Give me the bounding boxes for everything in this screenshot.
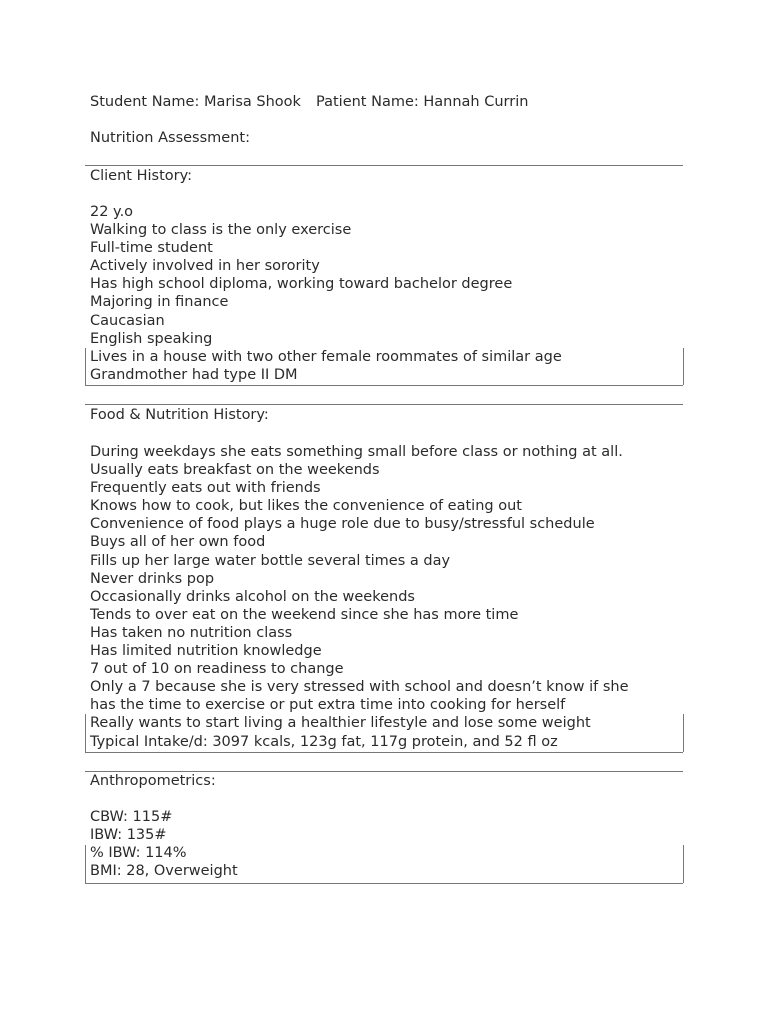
student-name: Student Name: Marisa Shook [90, 94, 301, 110]
food-history-title: Food & Nutrition History: [90, 407, 269, 423]
list-item: English speaking [90, 330, 213, 347]
box-bottom-border [85, 385, 683, 386]
list-item: Fills up her large water bottle several times a day [90, 552, 451, 569]
list-item: Has limited nutrition knowledge [90, 643, 322, 660]
list-item: Frequently eats out with friends [90, 480, 321, 497]
list-item: Only a 7 because she is very stressed with school and doesn’t know if she [90, 679, 629, 696]
box-left-border [85, 348, 86, 385]
list-item: Typical Intake/d: 3097 kcals, 123g fat, 117g protein, and 52 fl oz [90, 733, 558, 750]
list-item: Walking to class is the only exercise [90, 222, 352, 239]
patient-name: Patient Name: Hannah Currin [316, 94, 529, 110]
list-item: Grandmother had type II DM [90, 366, 298, 383]
list-item: Majoring in finance [90, 294, 229, 311]
list-item: has the time to exercise or put extra time into cooking for herself [90, 697, 566, 714]
list-item: During weekdays she eats something small before class or nothing at all. [90, 444, 623, 460]
list-item: Occasionally drinks alcohol on the weekends [90, 588, 415, 605]
list-item: Knows how to cook, but likes the convenience of eating out [90, 498, 522, 515]
box-left-border [85, 714, 86, 752]
list-item: Lives in a house with two other female roommates of similar age [90, 348, 562, 365]
list-item: Caucasian [90, 312, 165, 329]
box-bottom-border [85, 883, 683, 884]
list-item: % IBW: 114% [90, 845, 187, 862]
anthropometrics-list [90, 808, 238, 880]
list-item: Usually eats breakfast on the weekends [90, 462, 380, 479]
food-history-list [90, 443, 629, 751]
box-bottom-border [85, 752, 683, 753]
box-right-border [683, 714, 684, 752]
list-item: Has high school diploma, working toward bachelor degree [90, 276, 513, 293]
list-item: Actively involved in her sorority [90, 258, 320, 275]
list-item: Really wants to start living a healthier lifestyle and lose some weight [90, 715, 591, 732]
anthropometrics-title: Anthropometrics: [90, 773, 216, 789]
section-divider [85, 404, 683, 405]
client-history-list [90, 203, 562, 384]
list-item: Never drinks pop [90, 570, 215, 587]
list-item: CBW: 115# [90, 809, 173, 825]
list-item: Convenience of food plays a huge role due to busy/stressful schedule [90, 516, 595, 533]
list-item: 7 out of 10 on readiness to change [90, 661, 344, 678]
section-divider [85, 165, 683, 166]
box-left-border [85, 845, 86, 883]
box-right-border [683, 348, 684, 385]
list-item: 22 y.o [90, 204, 134, 220]
list-item: BMI: 28, Overweight [90, 863, 238, 880]
assessment-title: Nutrition Assessment: [90, 130, 250, 146]
list-item: Tends to over eat on the weekend since she has more time [90, 606, 519, 623]
list-item: Has taken no nutrition class [90, 624, 293, 641]
client-history-title: Client History: [90, 168, 193, 184]
list-item: IBW: 135# [90, 827, 167, 844]
list-item: Buys all of her own food [90, 534, 266, 551]
box-right-border [683, 845, 684, 883]
list-item: Full-time student [90, 240, 213, 257]
